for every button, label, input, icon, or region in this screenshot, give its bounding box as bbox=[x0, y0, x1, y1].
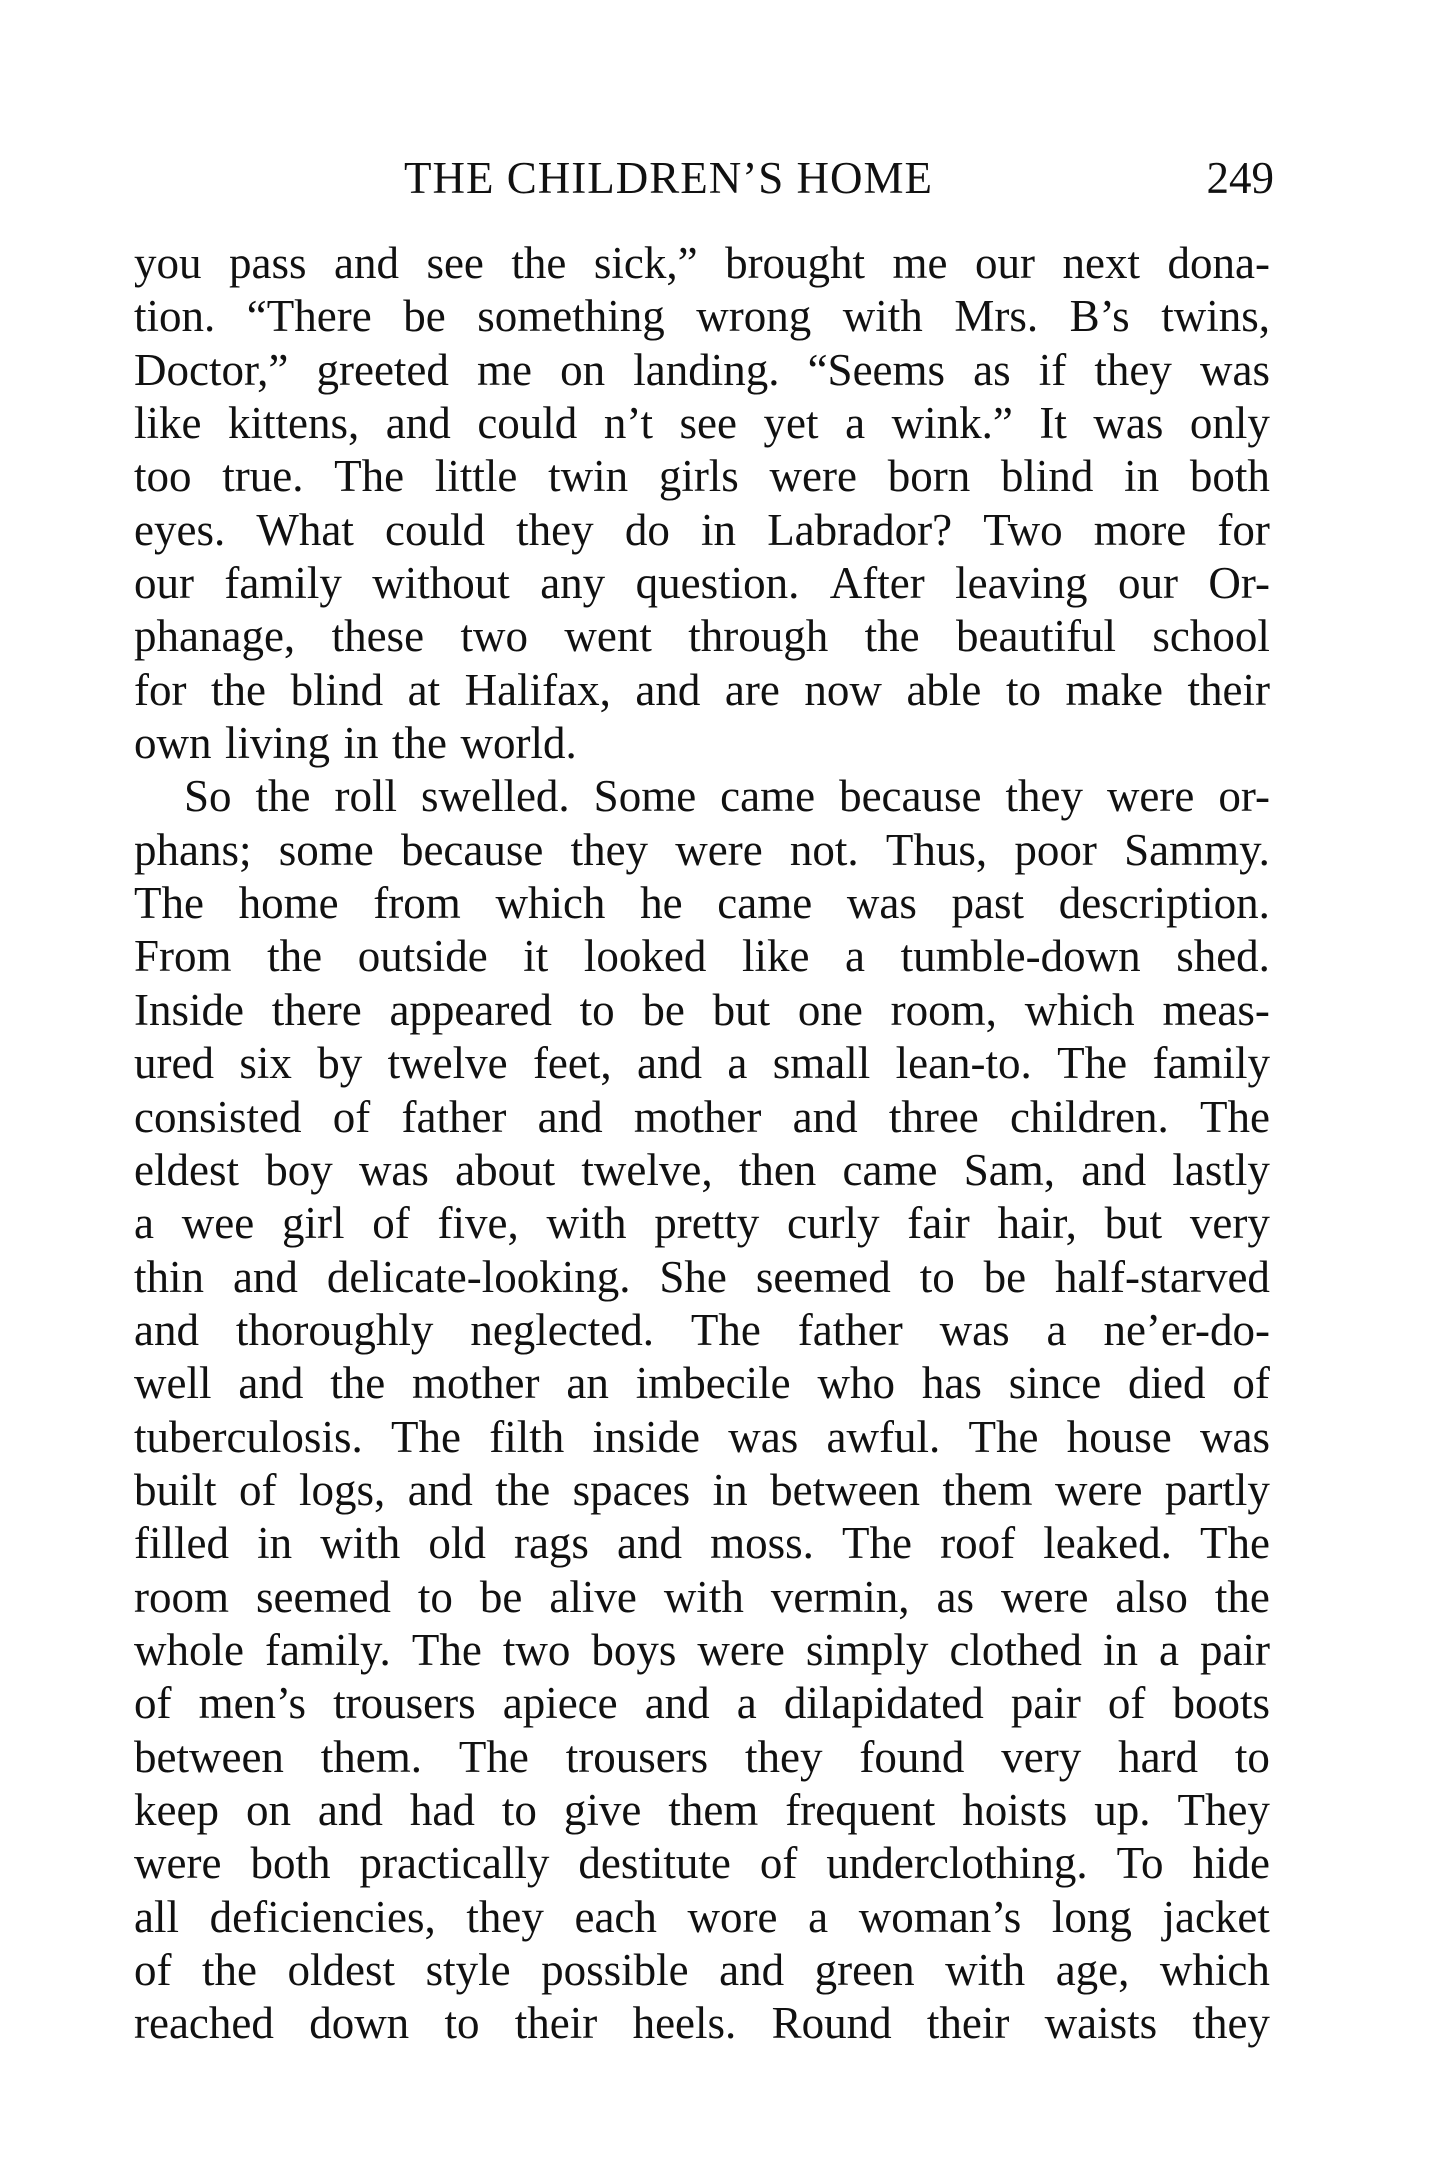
text-line: tion. “There be something wrong with Mrs. B’s twins, bbox=[134, 291, 1270, 342]
running-title: THE CHILDREN’S HOME bbox=[404, 153, 933, 203]
text-line: of men’s trousers apiece and a dilapidated pair of boots bbox=[134, 1678, 1270, 1729]
page-number: 249 bbox=[1206, 153, 1274, 203]
text-line: too true. The little twin girls were born blind in both bbox=[134, 451, 1270, 502]
text-line: So the roll swelled. Some came because they were or- bbox=[184, 771, 1270, 822]
text-line: phanage, these two went through the beautiful school bbox=[134, 611, 1270, 662]
text-line: you pass and see the sick,” brought me our next dona- bbox=[134, 238, 1270, 288]
text-line: reached down to their heels. Round their waists they bbox=[134, 1998, 1270, 2049]
text-line: consisted of father and mother and three children. The bbox=[134, 1091, 1270, 1142]
text-line: between them. The trousers they found very hard to bbox=[134, 1731, 1270, 1782]
text-line: were both practically destitute of underclothing. To hide bbox=[134, 1838, 1270, 1889]
text-line: From the outside it looked like a tumble-down shed. bbox=[134, 931, 1270, 982]
text-line: keep on and had to give them frequent hoists up. They bbox=[134, 1784, 1270, 1835]
paragraph bbox=[134, 237, 1270, 770]
text-line: a wee girl of five, with pretty curly fair hair, but very bbox=[134, 1198, 1270, 1249]
text-line: tuberculosis. The filth inside was awful. The house was bbox=[134, 1411, 1270, 1462]
text-line: and thoroughly neglected. The father was a ne’er-do- bbox=[134, 1304, 1270, 1355]
text-line: Inside there appeared to be but one room, which meas- bbox=[134, 984, 1270, 1035]
text-line: filled in with old rags and moss. The roof leaked. The bbox=[134, 1518, 1270, 1569]
text-line: our family without any question. After leaving our Or- bbox=[134, 558, 1270, 609]
body-text bbox=[134, 237, 1270, 2051]
text-line: thin and delicate-looking. She seemed to be half-starved bbox=[134, 1251, 1270, 1302]
text-line: like kittens, and could n’t see yet a wink.” It was only bbox=[134, 398, 1270, 449]
text-line: own living in the world. bbox=[134, 718, 577, 769]
text-line: Doctor,” greeted me on landing. “Seems as if they was bbox=[134, 344, 1270, 395]
text-line: ured six by twelve feet, and a small lean-to. The family bbox=[134, 1038, 1270, 1089]
text-line: of the oldest style possible and green with age, which bbox=[134, 1945, 1270, 1995]
text-line: built of logs, and the spaces in between them were partly bbox=[134, 1464, 1270, 1515]
page-header bbox=[404, 148, 1274, 208]
paragraph bbox=[134, 770, 1270, 2050]
text-line: whole family. The two boys were simply clothed in a pair bbox=[134, 1624, 1270, 1675]
text-line: room seemed to be alive with vermin, as were also the bbox=[134, 1571, 1270, 1622]
text-line: The home from which he came was past description. bbox=[134, 878, 1270, 929]
text-line: eldest boy was about twelve, then came Sam, and lastly bbox=[134, 1144, 1270, 1195]
text-line: eyes. What could they do in Labrador? Two more for bbox=[134, 504, 1270, 555]
text-line: phans; some because they were not. Thus, poor Sammy. bbox=[134, 824, 1270, 875]
text-line: well and the mother an imbecile who has since died of bbox=[134, 1358, 1270, 1409]
text-line: for the blind at Halifax, and are now able to make their bbox=[134, 664, 1270, 715]
text-line: all deficiencies, they each wore a woman’s long jacket bbox=[134, 1891, 1270, 1942]
